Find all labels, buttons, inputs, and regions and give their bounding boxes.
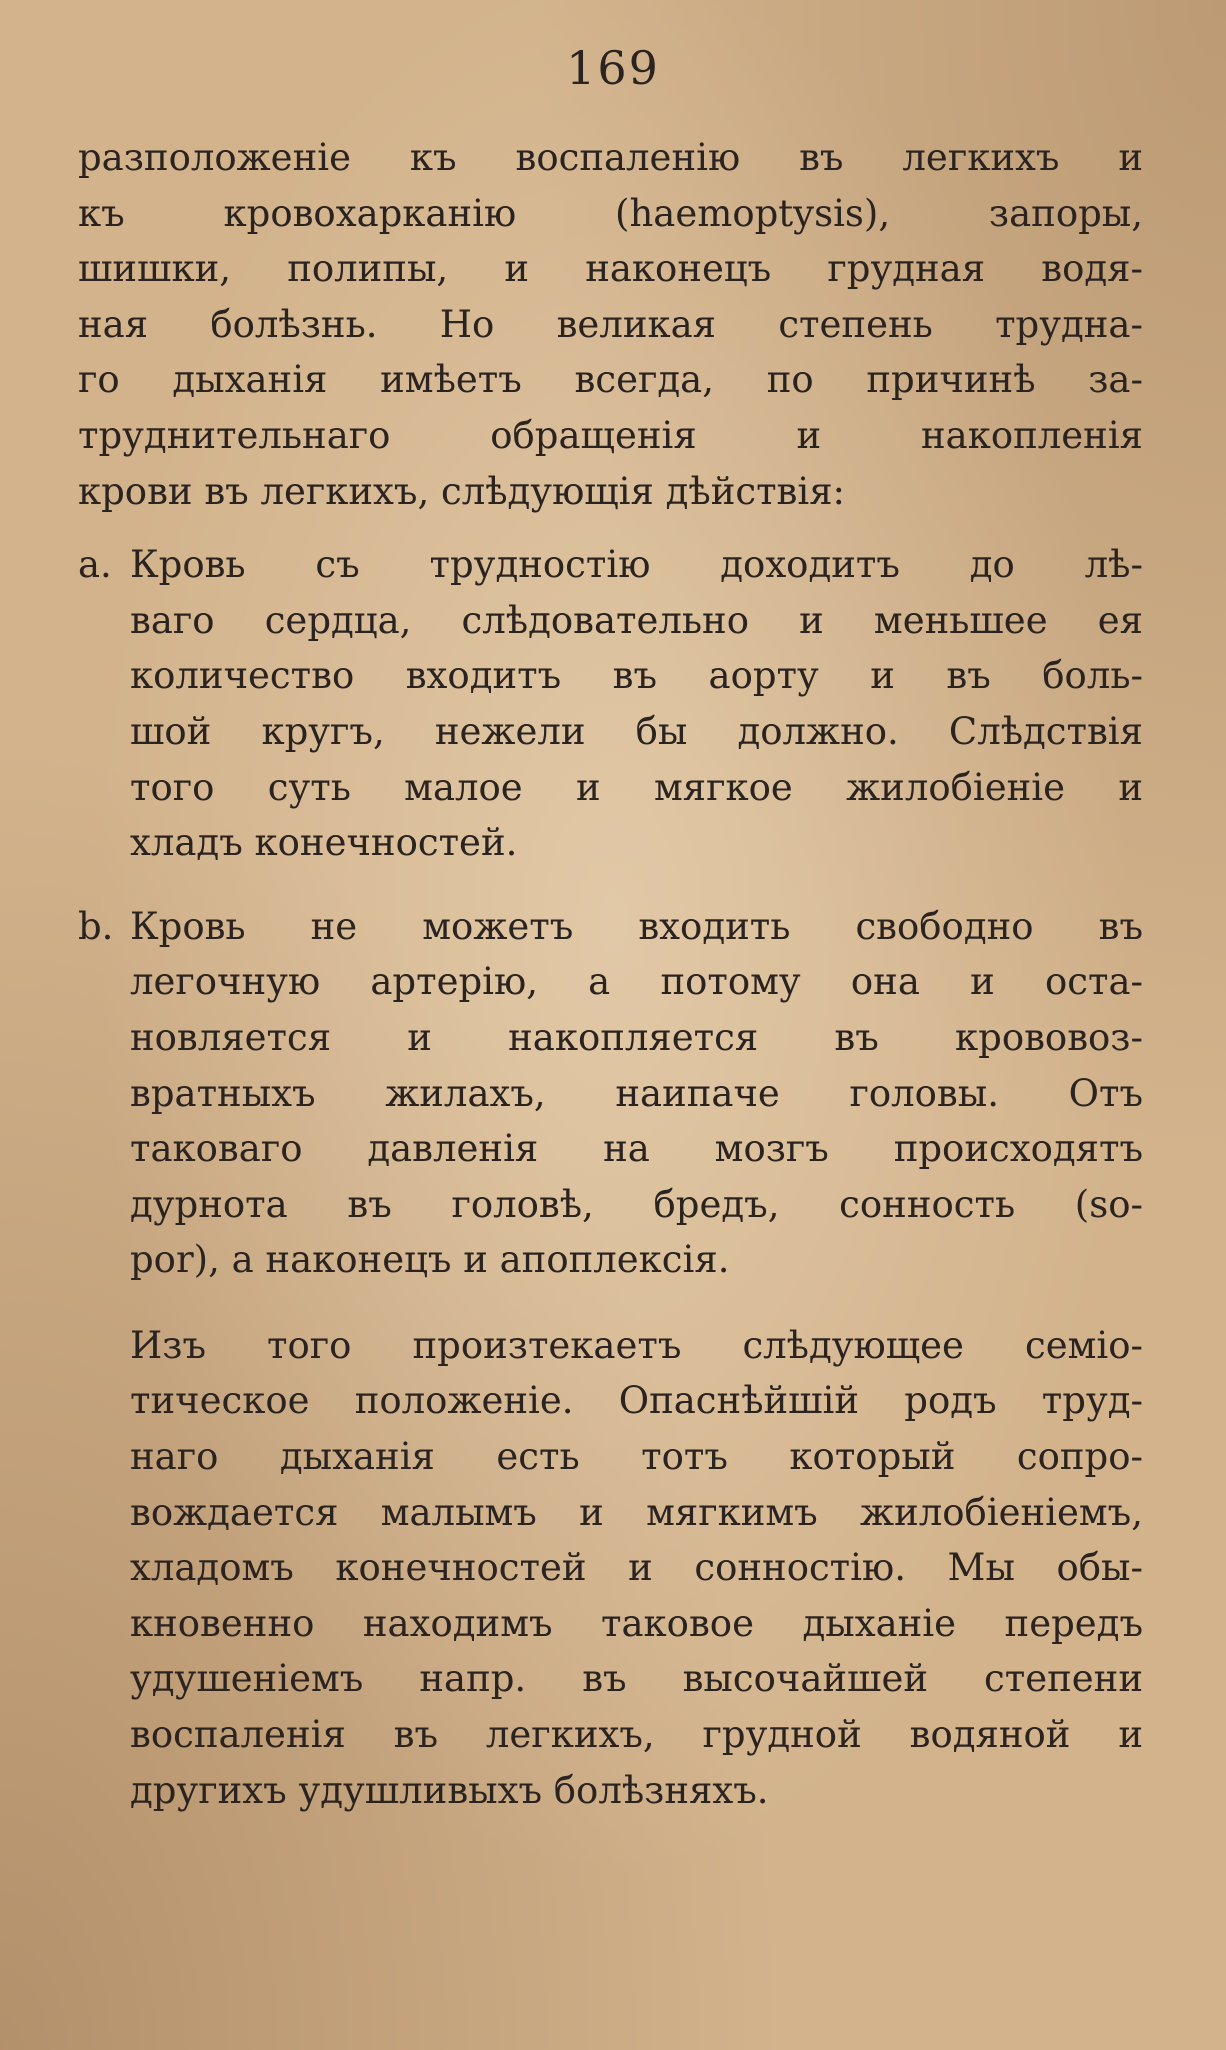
text-line: хладомъ конечностей и сонностію. Мы обы-: [130, 1546, 1143, 1590]
text-line: таковаго давленія на мозгъ происходятъ: [130, 1127, 1143, 1171]
text-line: го дыханія имѣетъ всегда, по причинѣ за-: [78, 358, 1143, 402]
list-marker: a.: [78, 543, 112, 587]
paragraph-conclusion: [78, 1318, 1143, 1818]
list-item-text: [130, 537, 1143, 871]
text-line: наго дыханія есть тотъ который сопро-: [130, 1435, 1143, 1479]
text-line: количество входитъ въ аорту и въ боль-: [130, 654, 1143, 698]
text-line: крови въ легкихъ, слѣдующія дѣйствія:: [78, 469, 846, 513]
text-line: тическое положеніе. Опаснѣйшій родъ труд-: [130, 1379, 1143, 1423]
text-line: того суть малое и мягкое жилобіеніе и: [130, 765, 1143, 809]
text-line: хладъ конечностей.: [130, 821, 518, 865]
text-line: дурнота въ головѣ, бредъ, сонность (so-: [130, 1182, 1143, 1226]
text-line: шишки, полипы, и наконецъ грудная водя-: [78, 247, 1143, 291]
list-item-text: [130, 899, 1143, 1288]
text-line: ная болѣзнь. Но великая степень трудна-: [78, 302, 1143, 346]
list-item-b: [78, 899, 1143, 1288]
text-line: por), а наконецъ и апоплексія.: [130, 1238, 730, 1282]
text-line: воспаленія въ легкихъ, грудной водяной и: [130, 1713, 1143, 1757]
text-line: вождается малымъ и мягкимъ жилобіеніемъ,: [130, 1490, 1143, 1534]
text-line: удушеніемъ напр. въ высочайшей степени: [130, 1657, 1143, 1701]
text-line: другихъ удушливыхъ болѣзняхъ.: [130, 1768, 769, 1812]
text-line: Изъ того произтекаетъ слѣдующее семіо-: [130, 1323, 1143, 1367]
text-line: Кровь съ трудностію доходитъ до лѣ-: [130, 543, 1143, 587]
page-text: [78, 130, 1143, 1818]
text-line: легочную артерію, а потому она и оста-: [130, 960, 1143, 1004]
paragraph-continuation: [78, 130, 1143, 519]
text-line: кновенно находимъ таковое дыханіе передъ: [130, 1601, 1143, 1645]
text-line: къ кровохарканію (haemoptysis), запоры,: [78, 191, 1143, 235]
list-item-a: [78, 537, 1143, 871]
text-line: вратныхъ жилахъ, наипаче головы. Отъ: [130, 1071, 1143, 1115]
list-marker: b.: [78, 904, 114, 948]
text-line: труднительнаго обращенія и накопленія: [78, 413, 1143, 457]
text-line: разположеніе къ воспаленію въ легкихъ и: [78, 136, 1143, 179]
page-number: 169: [566, 41, 660, 95]
text-line: шой кругъ, нежели бы должно. Слѣдствія: [130, 709, 1143, 753]
text-line: ваго сердца, слѣдовательно и меньшее ея: [130, 598, 1143, 642]
text-line: Кровь не можетъ входить свободно въ: [130, 904, 1143, 948]
text-line: новляется и накопляется въ крововоз-: [130, 1015, 1143, 1059]
